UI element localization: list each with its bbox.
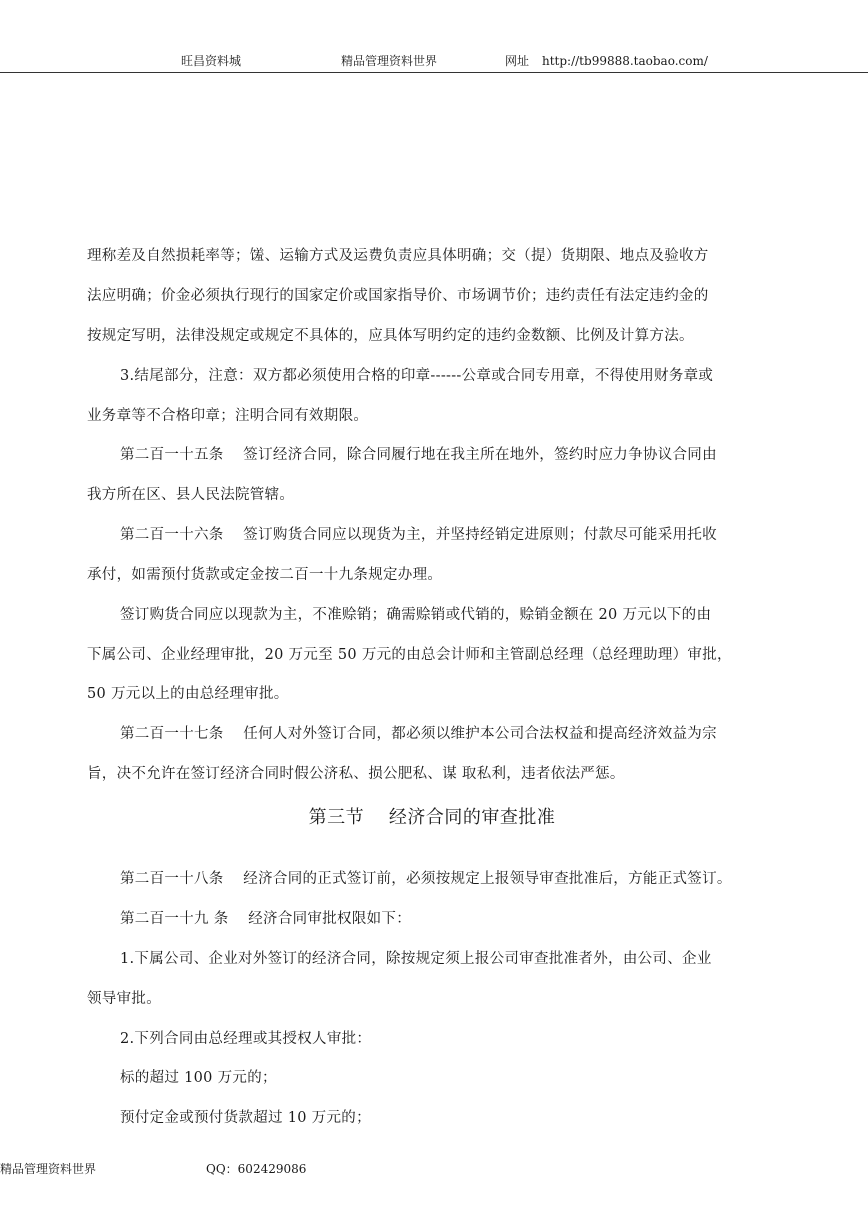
paragraph-line: 法应明确；价金必须执行现行的国家定价或国家指导价、市场调节价；违约责任有法定违约金的 xyxy=(87,288,709,304)
list-heading-line: 2.下列合同由总经理或其授权人审批： xyxy=(120,1031,372,1047)
header-divider xyxy=(0,72,868,73)
header-url-link[interactable]: http://tb99888.taobao.com/ xyxy=(542,54,708,68)
paragraph-line: 我方所在区、县人民法院管辖。 xyxy=(87,487,295,503)
footer-qq: QQ：602429086 xyxy=(206,1162,307,1176)
article-217-line: 第二百一十七条 任何人对外签订合同，都必须以维护本公司合法权益和提高经济效益为宗 xyxy=(120,726,717,742)
section-title: 第三节 经济合同的审查批准 xyxy=(308,807,556,828)
paragraph-line: 业务章等不合格印章；注明合同有效期限。 xyxy=(87,408,369,424)
paragraph-line: 下属公司、企业经理审批，20 万元至 50 万元的由总会计师和主管副总经理（总经理助理）审批， xyxy=(87,647,732,663)
paragraph-line: 理称差及自然损耗率等；馐、运输方式及运费负责应具体明确；交（提）货期限、地点及验收方 xyxy=(87,248,709,264)
article-218-line: 第二百一十八条 经济合同的正式签订前，必须按规定上报领导审查批准后，方能正式签订。 xyxy=(120,871,732,887)
header-url-label: 网址 xyxy=(505,54,530,68)
paragraph-line: 50 万元以上的由总经理审批。 xyxy=(87,686,289,702)
footer-slogan: 精品管理资料世界 xyxy=(0,1162,97,1176)
paragraph-line: 3.结尾部分，注意：双方都必须使用合格的印章------公章或合同专用章，不得使用财务章或 xyxy=(120,368,714,384)
article-216-line: 第二百一十六条 签订购货合同应以现货为主，并坚持经销定进原则；付款尽可能采用托收 xyxy=(120,527,717,543)
list-item-line: 预付定金或预付货款超过 10 万元的； xyxy=(120,1110,371,1126)
paragraph-line: 领导审批。 xyxy=(87,991,161,1007)
header-shop-name: 旺昌资料城 xyxy=(181,54,242,68)
article-215-line: 第二百一十五条 签订经济合同，除合同履行地在我主所在地外，签约时应力争协议合同由 xyxy=(120,447,717,463)
list-item-line: 标的超过 100 万元的； xyxy=(120,1070,277,1086)
page-header xyxy=(0,0,868,74)
paragraph-line: 按规定写明，法律没规定或规定不具体的，应具体写明约定的违约金数额、比例及计算方法。 xyxy=(87,328,694,344)
paragraph-line: 1.下属公司、企业对外签订的经济合同，除按规定须上报公司审查批准者外，由公司、企业 xyxy=(120,951,712,967)
header-slogan: 精品管理资料世界 xyxy=(341,54,438,68)
article-219-line: 第二百一十九 条 经济合同审批权限如下： xyxy=(120,911,412,927)
paragraph-line: 承付，如需预付货款或定金按二百一十九条规定办理。 xyxy=(87,567,443,583)
paragraph-line: 签订购货合同应以现款为主，不准赊销；确需赊销或代销的，赊销金额在 20 万元以下的由 xyxy=(120,607,712,623)
paragraph-line: 旨，决不允许在签订经济合同时假公济私、损公肥私、谋 取私利，违者依法严惩。 xyxy=(87,766,625,782)
